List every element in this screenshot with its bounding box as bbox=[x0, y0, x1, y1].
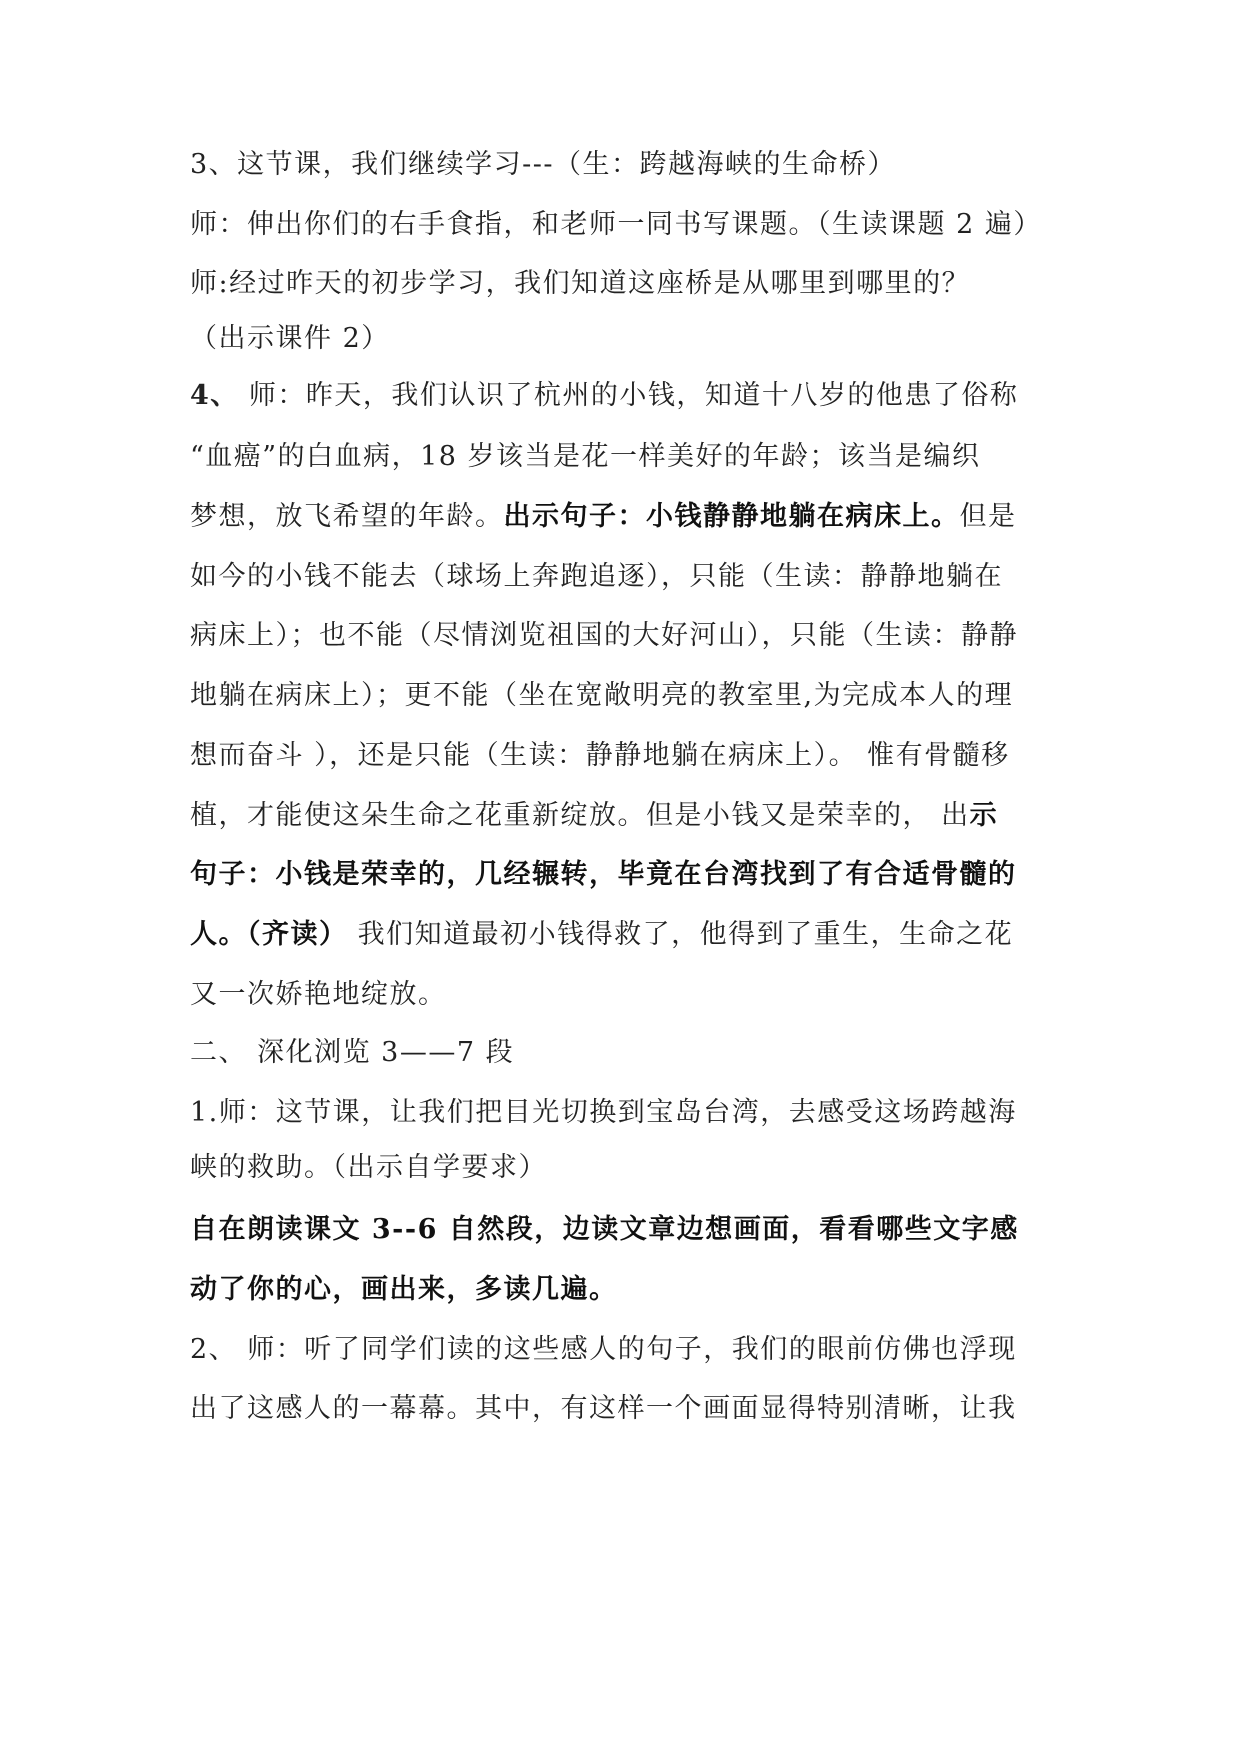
text-segment: 如今的小钱不能去（球场上奔跑追逐），只能（生读：静静地躺在 bbox=[190, 561, 1003, 592]
text-line bbox=[190, 205, 1070, 245]
text-line bbox=[190, 1330, 1070, 1370]
text-segment: 想而奋斗 ），还是只能（生读：静静地躺在病床上）。 惟有骨髓移 bbox=[190, 740, 1010, 771]
text-segment: 又一次娇艳地绽放。 bbox=[190, 979, 447, 1010]
text-segment: 植，才能使这朵生命之花重新绽放。但是小钱又是荣幸的， 出 bbox=[190, 800, 970, 831]
text-line bbox=[190, 497, 1070, 537]
text-segment: 出了这感人的一幕幕。其中，有这样一个画面显得特别清晰，让我 bbox=[190, 1393, 1017, 1424]
bold-sentence: 句子：小钱是荣幸的，几经辗转，毕竟在台湾找到了有合适骨髓的 bbox=[190, 859, 1017, 890]
text-segment: 1.师：这节课，让我们把目光切换到宝岛台湾，去感受这场跨越海 bbox=[190, 1097, 1017, 1128]
text-line bbox=[190, 975, 1070, 1015]
text-line bbox=[190, 319, 1070, 359]
text-segment: 但是 bbox=[959, 501, 1017, 532]
bold-line bbox=[190, 855, 1070, 895]
text-line bbox=[190, 376, 1070, 416]
text-line bbox=[190, 915, 1070, 955]
text-line bbox=[190, 676, 1070, 716]
text-segment: 梦想，放飞希望的年龄。 bbox=[190, 501, 504, 532]
text-line bbox=[190, 616, 1070, 656]
text-segment: 地躺在病床上）；更不能（坐在宽敞明亮的教室里,为完成本人的理 bbox=[190, 680, 1014, 711]
text-segment: 二、 深化浏览 3——7 段 bbox=[190, 1037, 515, 1068]
text-line bbox=[190, 264, 1070, 304]
text-segment: 峡的救助。（出示自学要求） bbox=[190, 1152, 547, 1183]
text-segment: 师：伸出你们的右手食指，和老师一同书写课题。（生读课题 2 遍） bbox=[190, 209, 1042, 240]
text-line bbox=[190, 796, 1070, 836]
text-line bbox=[190, 1093, 1070, 1133]
bold-sentence: 出示句子：小钱静静地躺在病床上。 bbox=[503, 501, 960, 532]
text-segment: 师:经过昨天的初步学习，我们知道这座桥是从哪里到哪里的？ bbox=[190, 268, 971, 299]
text-segment: 2、 师：听了同学们读的这些感人的句子，我们的眼前仿佛也浮现 bbox=[190, 1334, 1017, 1365]
bold-sentence: 自在朗读课文 3--6 自然段，边读文章边想画面，看看哪些文字感 bbox=[190, 1214, 1019, 1245]
text-segment: 我们知道最初小钱得救了，他得到了重生，生命之花 bbox=[347, 919, 1014, 950]
text-line bbox=[190, 145, 1070, 185]
text-segment: 师：昨天，我们认识了杭州的小钱，知道十八岁的他患了俗称 bbox=[238, 380, 1019, 411]
item-number: 4、 bbox=[190, 380, 239, 411]
text-line bbox=[190, 557, 1070, 597]
section-heading bbox=[190, 1033, 1070, 1073]
text-line bbox=[190, 437, 1070, 477]
text-line bbox=[190, 736, 1070, 776]
text-segment: （出示课件 2） bbox=[190, 323, 390, 354]
text-segment: 病床上）；也不能（尽情浏览祖国的大好河山），只能（生读：静静 bbox=[190, 620, 1018, 651]
text-segment: “血癌”的白血病，18 岁该当是花一样美好的年龄；该当是编织 bbox=[190, 441, 981, 472]
text-segment: 3、这节课，我们继续学习---（生：跨越海峡的生命桥） bbox=[190, 149, 897, 180]
text-line bbox=[190, 1389, 1070, 1429]
bold-sentence: 示 bbox=[969, 800, 999, 831]
bold-sentence: 人。（齐读） bbox=[190, 919, 348, 950]
text-line bbox=[190, 1148, 1070, 1188]
bold-line bbox=[190, 1270, 1070, 1310]
bold-sentence: 动了你的心，画出来，多读几遍。 bbox=[190, 1274, 618, 1305]
bold-line bbox=[190, 1210, 1070, 1250]
